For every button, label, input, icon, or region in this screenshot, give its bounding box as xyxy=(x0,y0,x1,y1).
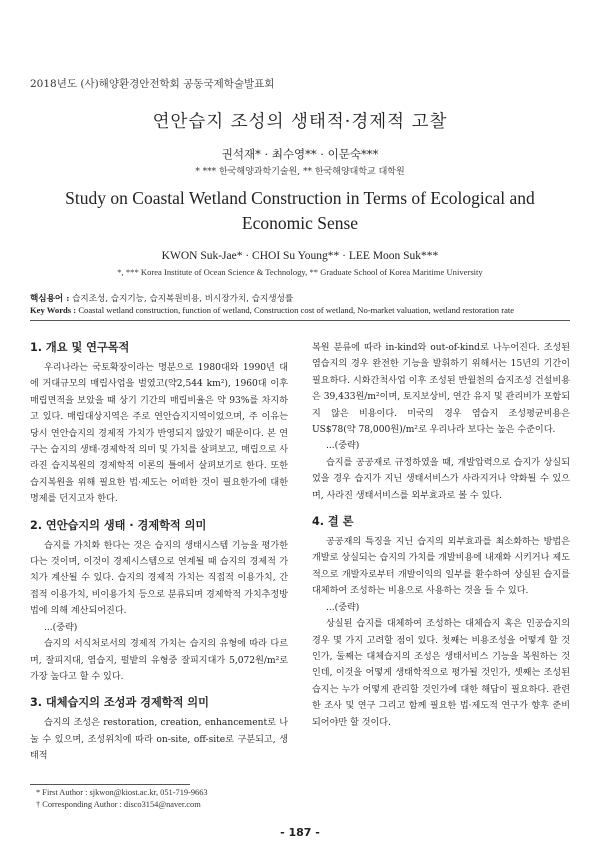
keywords-english-text: Coastal wetland construction, function of wetland, Construction cost of wetland, No-market valuation, wetland restoration rate xyxy=(78,305,515,315)
paper-title-english: Study on Coastal Wetland Construction in Terms of Ecological and Economic Sense xyxy=(65,188,535,233)
keywords-korean xyxy=(30,292,293,304)
section-2-title: 2. 연안습지의 생태 · 경제학적 의미 xyxy=(30,518,207,532)
section-3-continued: 복원 분류에 따라 in-kind와 out-of-kind로 나누어진다. 조성된 염습지의 경우 완전한 기능을 발휘하기 위해서는 15년의 기간이 필요하다. 시화간척사업 이후 조성된 반월천의 습지조성 건설비용은 39,433원/m²이며, 토지보상비, 연간 유지 및 관리비가 포함되지 않은 비용이다. 미국의 경우 염습지 조성평균비용은 US$78(약 78,000원)/m²로 우리나라 보다는 높은 수준이다. xyxy=(312,343,570,436)
section-4-title: 4. 결 론 xyxy=(312,515,354,529)
conference-header: 2018년도 (사)해양환경안전학회 공동국제학술발표회 xyxy=(30,78,275,90)
page-number: - 187 - xyxy=(280,826,320,839)
section-4-omission: ...(중략) xyxy=(326,602,360,613)
authors-korean: 권석재* · 최수영** · 이문숙*** xyxy=(221,147,379,161)
paper-title-korean: 연안습지 조성의 생태적·경제적 고찰 xyxy=(152,112,448,132)
affiliations-english: *, *** Korea Institute of Ocean Science & Technology, ** Graduate School of Korea Maritime University xyxy=(117,267,483,277)
section-3-paragraph: 습지의 조성은 restoration, creation, enhancement로 나눌 수 있으며, 조성위치에 따라 on-site, off-site로 구분되고, 생태적 xyxy=(30,718,288,762)
affiliations-korean: * *** 한국해양과학기술원, ** 한국해양대학교 대학원 xyxy=(195,167,405,177)
section-2-paragraph-1: 습지를 가치화 한다는 것은 습지의 생태시스템 기능을 평가한다는 것이며, 이것이 경제시스템으로 연계될 때 습지의 경제적 가치가 계산될 수 있다. 습지의 경제적 가치는 직접적 이용가치, 간접적 이용가치, 비이용가치 등으로 분류되며 경제학적 가치추정방법에 의해 계산되어진다. xyxy=(30,540,288,617)
section-3-omission: ...(중략) xyxy=(326,441,360,452)
section-2-paragraph-2: 습지의 서식처로서의 경제적 가치는 습지의 유형에 따라 다르며, 잘피지대, 염습지, 펄밭의 유형중 잘피지대가 5,072원/m²로 가장 높다고 할 수 있다. xyxy=(30,639,288,682)
section-3-paragraph-2: 습지를 공공재로 규정하였을 때, 개발압력으로 습지가 상실되었을 경우 습지가 지닌 생태서비스가 사라지거나 약화될 수 있으며, 사라진 생태서비스를 외부효과로 볼 수 있다. xyxy=(312,457,570,501)
keywords-divider xyxy=(30,320,570,321)
footnote-corresponding-author: † Corresponding Author : disco3154@naver.com xyxy=(36,800,201,809)
right-column xyxy=(312,340,570,731)
keywords-korean-text: 습지조성, 습지기능, 습지복원비용, 비시장가치, 습지생성률 xyxy=(72,294,294,304)
section-2-omission: ...(중략) xyxy=(44,622,78,633)
section-1-paragraph: 우리나라는 국토확장이라는 명분으로 1980대와 1990년 대에 거대규모의 매립사업을 벌였고(약2,544 km²), 1960대 이후 매립면적을 보았을 때 상기 기간의 매립비율은 약 93%를 차지하고 있다. 매립대상지역은 주로 연안습지지역이었으며, 주 이유는 당시 연안습지의 경제적 가치가 반영되지 않았기 때문이다. 본 연구는 습지의 생태·경제학적 의미 및 가치를 살펴보고, 매립으로 사라진 습지복원의 경제학적 이론의 틀에서 살펴보기로 한다. 또한 습지복원을 위해 필요한 법·제도는 어떠한 것이 필요한가에 대한 명제를 던지고자 한다. xyxy=(30,363,288,505)
section-1-title: 1. 개요 및 연구목적 xyxy=(30,341,130,354)
footnote-first-author: * First Author : sjkwon@kiost.ac.kr, 051-719-9663 xyxy=(36,788,208,797)
keywords-korean-label: 핵심용어 : xyxy=(30,294,70,304)
left-column xyxy=(30,340,288,765)
keywords-english xyxy=(30,305,514,315)
section-3-title: 3. 대체습지의 조성과 경제학적 의미 xyxy=(30,696,209,710)
authors-english: KWON Suk-Jae* · CHOI Su Young** · LEE Moon Suk*** xyxy=(161,250,439,262)
section-4-paragraph-1: 공공재의 특징을 지닌 습지의 외부효과를 최소화하는 방법은 개발로 상실되는 습지의 가치를 개발비용에 내재화 시키거나 제도적으로 개발자로부터 개발이익의 일부를 환수하여 상실된 습지를 대체하여 조성하는 비용으로 사용하는 것을 들 수 있다. xyxy=(312,537,570,597)
section-4-paragraph-2: 상실된 습지를 대체하여 조성하는 대체습지 혹은 인공습지의 경우 몇 가지 고려할 점이 있다. 첫째는 비용조성을 어떻게 할 것인가, 둘째는 대체습지의 조성은 생태서비스 기능을 복원하는 것인데, 이것을 어떻게 생태학적으로 평가될 것인가, 셋째는 조성된 습지는 누가 어떻게 관리할 것인가에 대한 해답이 필요하다. 관련한 조사 및 연구 그리고 함께 필요한 법·제도적 연구가 향후 준비되어야만 할 것이다. xyxy=(312,619,570,728)
footnote-divider xyxy=(30,784,190,785)
keywords-english-label: Key Words : xyxy=(30,305,77,315)
